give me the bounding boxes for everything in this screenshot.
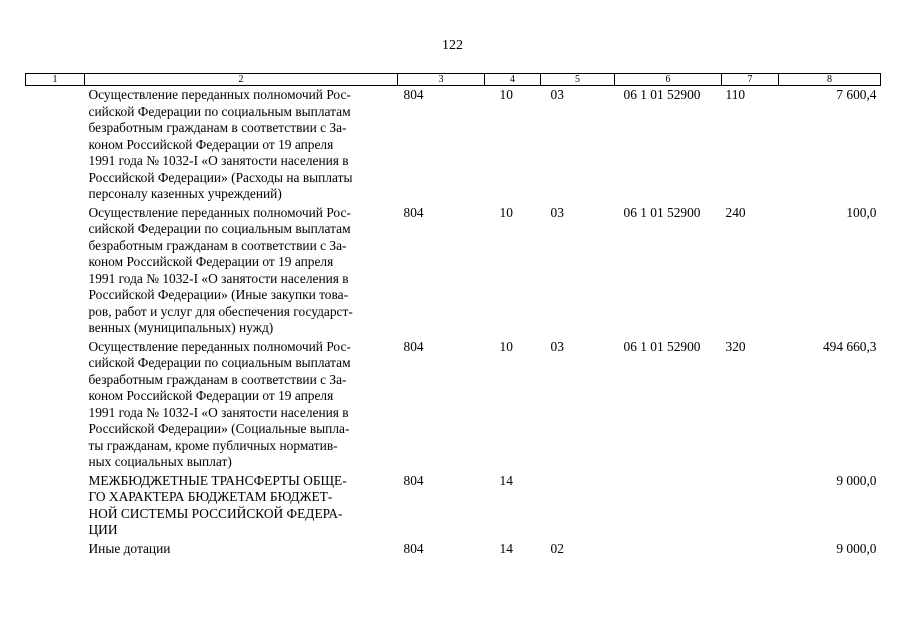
table-row (26, 86, 881, 204)
description-line: ров, работ и услуг для обеспечения государст- (88, 303, 353, 319)
header-col-4: 4 (485, 74, 541, 86)
description-line: ных социальных выплат) (88, 454, 232, 469)
target-article-code (615, 540, 722, 559)
budget-table (25, 73, 881, 558)
description-line: МЕЖБЮДЖЕТНЫЕ ТРАНСФЕРТЫ ОБЩЕ- (88, 472, 347, 488)
table-row (26, 204, 881, 338)
amount-value: 7 600,4 (836, 87, 877, 102)
row-number-cell (26, 86, 85, 204)
description-line: коном Российской Федерации от 19 апреля (88, 136, 334, 152)
description-line: 1991 года № 1032-I «О занятости населения в (88, 153, 349, 168)
expense-type-code: 320 (725, 338, 746, 354)
expense-type-code: 110 (725, 87, 746, 102)
table-header (26, 74, 881, 86)
section-code: 10 (499, 338, 513, 354)
description-line: 1991 года № 1032-I «О занятости населения в (88, 404, 349, 420)
table-body (26, 86, 881, 559)
row-number-cell (26, 204, 85, 338)
row-description (85, 540, 398, 559)
header-row (26, 74, 881, 86)
description-line: ЦИИ (88, 522, 118, 537)
amount-value: 494 660,3 (822, 338, 877, 354)
description-line: Осуществление переданных полномочий Рос- (88, 338, 351, 354)
description-line: безработным гражданам в соответствии с За- (88, 371, 347, 387)
description-line: Осуществление переданных полномочий Рос- (88, 204, 351, 220)
amount-value: 100,0 (846, 204, 877, 220)
description-line: коном Российской Федерации от 19 апреля (88, 254, 334, 269)
page-number: 122 (442, 38, 463, 53)
row-description (85, 204, 398, 338)
row-number-cell (26, 338, 85, 472)
subsection-code: 03 (550, 204, 564, 220)
subsection-code (541, 472, 615, 540)
header-col-7: 7 (722, 74, 779, 86)
ministry-code: 804 (403, 87, 424, 102)
header-col-6: 6 (615, 74, 722, 86)
description-line: Российской Федерации» (Социальные выпла- (88, 421, 350, 436)
description-line: ты гражданам, кроме публичных норматив- (88, 437, 338, 453)
header-col-1: 1 (26, 74, 85, 86)
row-description (85, 86, 398, 204)
description-line: безработным гражданам в соответствии с За- (88, 237, 347, 253)
description-line: Российской Федерации» (Иные закупки това- (88, 287, 349, 302)
row-description (85, 472, 398, 540)
description-line: сийской Федерации по социальным выплатам (88, 355, 351, 370)
row-number-cell (26, 472, 85, 540)
section-code: 10 (499, 87, 513, 102)
description-line: коном Российской Федерации от 19 апреля (88, 388, 334, 403)
subsection-code: 03 (550, 87, 564, 102)
amount-value: 9 000,0 (836, 540, 877, 556)
expense-type-code (722, 540, 779, 559)
description-line: сийской Федерации по социальным выплатам (88, 103, 351, 119)
description-line: безработным гражданам в соответствии с За- (88, 120, 347, 135)
target-article-code: 06 1 01 52900 (623, 87, 701, 102)
section-code: 10 (499, 204, 513, 220)
subsection-code: 02 (550, 540, 564, 556)
target-article-code: 06 1 01 52900 (623, 204, 701, 220)
header-col-5: 5 (541, 74, 615, 86)
amount-value: 9 000,0 (836, 472, 877, 488)
description-line: НОЙ СИСТЕМЫ РОССИЙСКОЙ ФЕДЕРА- (88, 505, 343, 521)
expense-type-code: 240 (725, 204, 746, 220)
table-row (26, 338, 881, 472)
description-line: Осуществление переданных полномочий Рос- (88, 87, 351, 102)
section-code: 14 (499, 540, 513, 556)
subsection-code: 03 (550, 338, 564, 354)
header-col-3: 3 (398, 74, 485, 86)
expense-type-code (722, 472, 779, 540)
description-line: венных (муниципальных) нужд) (88, 320, 274, 335)
table-row (26, 472, 881, 540)
ministry-code: 804 (403, 472, 424, 488)
ministry-code: 804 (403, 204, 424, 220)
ministry-code: 804 (403, 338, 424, 354)
description-line: 1991 года № 1032-I «О занятости населения в (88, 270, 349, 286)
description-line: Иные дотации (88, 540, 171, 556)
description-line: ГО ХАРАКТЕРА БЮДЖЕТАМ БЮДЖЕТ- (88, 489, 333, 504)
row-description (85, 338, 398, 472)
description-line: сийской Федерации по социальным выплатам (88, 221, 351, 236)
section-code: 14 (499, 472, 513, 488)
target-article-code (615, 472, 722, 540)
description-line: Российской Федерации» (Расходы на выплаты (88, 169, 353, 185)
header-col-2: 2 (85, 74, 398, 86)
target-article-code: 06 1 01 52900 (623, 338, 701, 354)
header-col-8: 8 (779, 74, 881, 86)
row-number-cell (26, 540, 85, 559)
ministry-code: 804 (403, 540, 424, 556)
table-row (26, 540, 881, 559)
description-line: персоналу казенных учреждений) (88, 186, 282, 201)
